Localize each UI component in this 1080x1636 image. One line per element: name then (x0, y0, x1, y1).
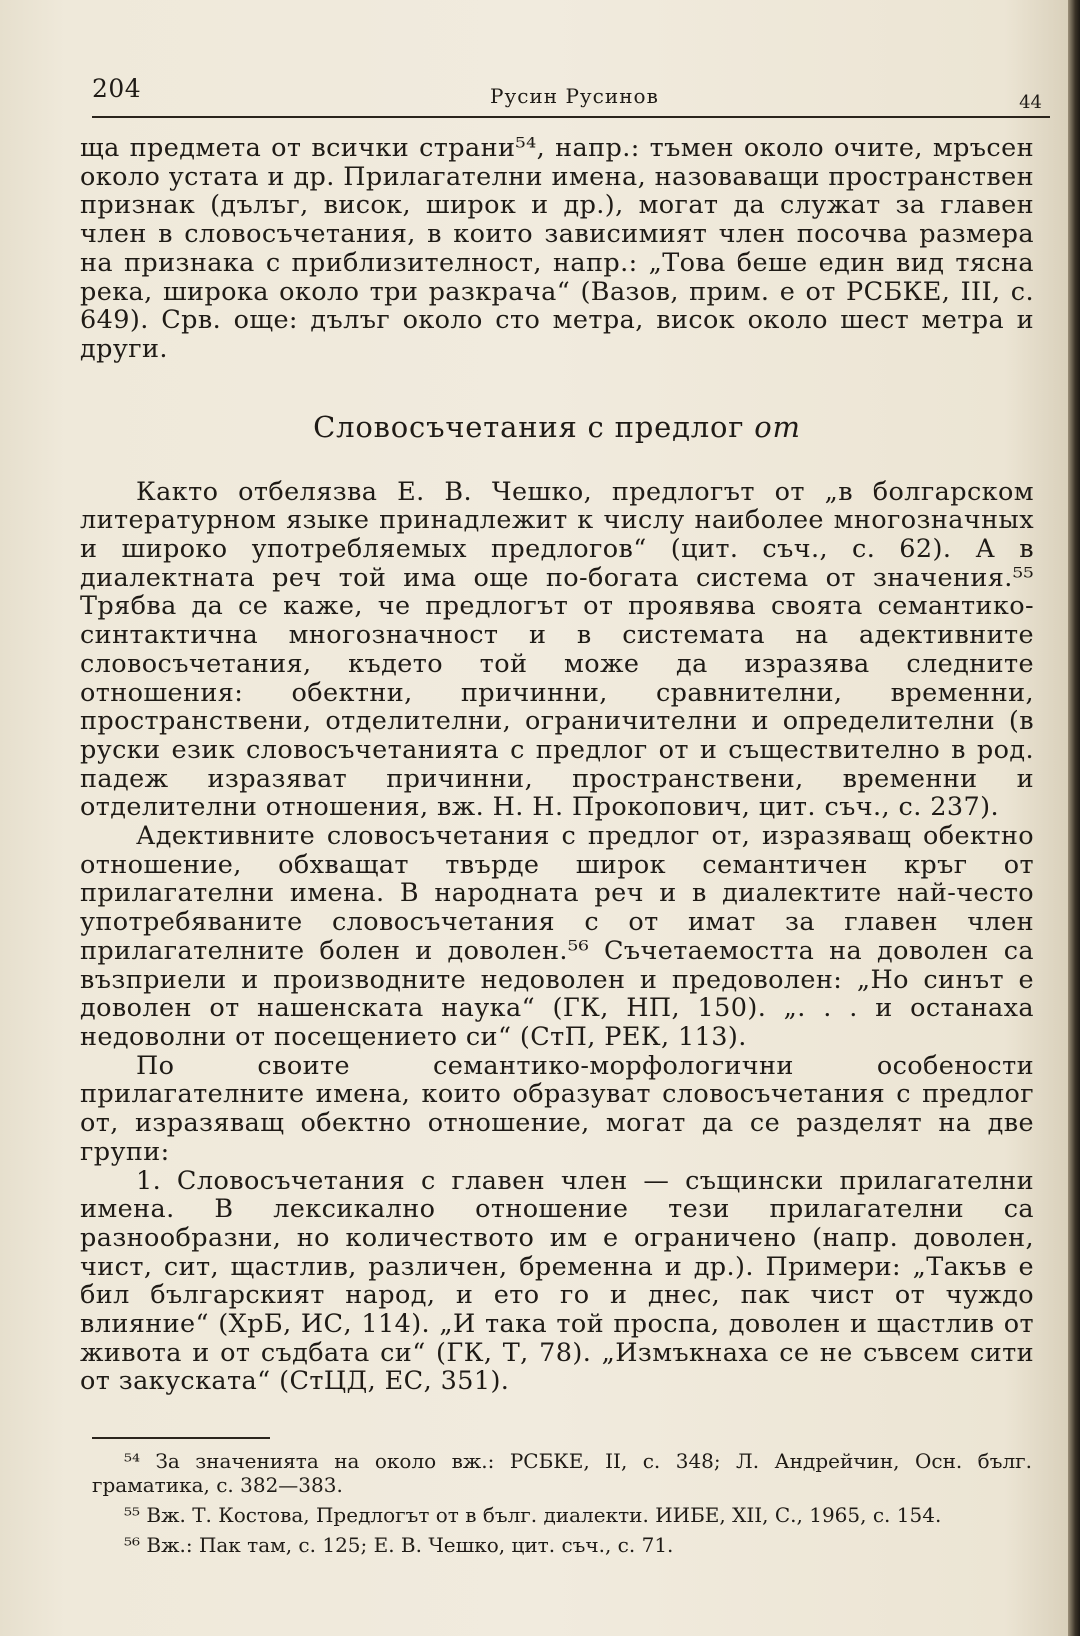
footnote-56: ⁵⁶ Вж.: Пак там, с. 125; Е. В. Чешко, цит. съч., с. 71. (124, 1533, 674, 1557)
margin-mark: 44 (1019, 92, 1042, 113)
footnotes (92, 1449, 1032, 1563)
paragraph-5: 1. Словосъчетания с главен член — същински прилагателни имена. В лексикално отношение тези прилагателни са разнообразни, но количеството им е ограничено (напр. доволен, чист, сит, щастлив, различен, бременна и др.). Примери: „Такъв е бил българският народ, и ето го и днес, пак чист от чуждо влияние“ (ХрБ, ИС, 114). „И така той проспа, доволен и щастлив от живота и от съдбата си“ (ГК, Т, 78). „Измъкнаха се не съвсем сити от закуската“ (СтЦД, ЕС, 351). (80, 1165, 1034, 1397)
page-header (92, 70, 1050, 130)
paragraph-2: Както отбелязва Е. В. Чешко, предлогът от „в болгарском литературном языке принадлежит к числу наиболее многозначных и широко употребляемых предлогов“ (цит. съч., с. 62). А в диалектната реч той има още по-богата система от значения.⁵⁵ Трябва да се каже, че предлогът от проявява своята семантико-синтактична многозначност и в системата на адективните словосъчетания, където той може да изразява следните отношения: обектни, причинни, сравнителни, временни, пространствени, отделителни, ограничителни и определителни (в руски език словосъчетанията с предлог от и съществително в род. падеж изразяват причинни, пространствени, временни и отделителни отношения, вж. Н. Н. Прокопович, цит. съч., с. 237). (80, 476, 1034, 823)
footnote-55: ⁵⁵ Вж. Т. Костова, Предлогът от в бълг. диалекти. ИИБЕ, XII, С., 1965, с. 154. (124, 1503, 942, 1527)
section-heading (80, 410, 1034, 444)
body-text (80, 134, 1034, 1396)
footnote-rule (92, 1437, 270, 1439)
footnote-54: ⁵⁴ За значенията на около вж.: РСБКЕ, II, с. 348; Л. Андрейчин, Осн. бълг. граматика, с. 382—383. (92, 1449, 1032, 1497)
running-head: Русин Русинов (490, 84, 659, 108)
paragraph-3: Адективните словосъчетания с предлог от, изразяващ обектно отношение, обхващат твърде широк семантичен кръг от прилагателни имена. В народната реч и в диалектите най-често употребяваните словосъчетания с от имат за главен член прилагателните болен и доволен.⁵⁶ Съчетаемостта на доволен са възприели и производните недоволен и предоволен: „Но синът е доволен от нашенската наука“ (ГК, НП, 150). „. . . и останаха недоволни от посещението си“ (СтП, РЕК, 113). (80, 821, 1034, 1052)
header-rule (92, 116, 1050, 118)
section-heading-emphasis: от (754, 409, 801, 444)
section-heading-text: Словосъчетания с предлог (313, 409, 745, 444)
page-number: 204 (92, 74, 142, 103)
paragraph-4: По своите семантико-морфологични особености прилагателните имена, които образуват словосъчетания с предлог от, изразяващ обектно отношение, могат да се разделят на две групи: (80, 1050, 1034, 1167)
book-spine-edge (1068, 0, 1080, 1636)
paragraph-1: ща предмета от всички страни⁵⁴, напр.: тъмен около очите, мръсен около устата и др. Прилагателни имена, назоваващи пространствен признак (дълъг, висок, широк и др.), могат да служат за главен член в словосъчетания, в които зависимият член посочва размера на признака с приблизителност, напр.: „Това беше един вид тясна река, широка около три разкрача“ (Вазов, прим. е от РСБКЕ, III, с. 649). Срв. още: дълъг около сто метра, висок около шест метра и други. (80, 133, 1034, 364)
